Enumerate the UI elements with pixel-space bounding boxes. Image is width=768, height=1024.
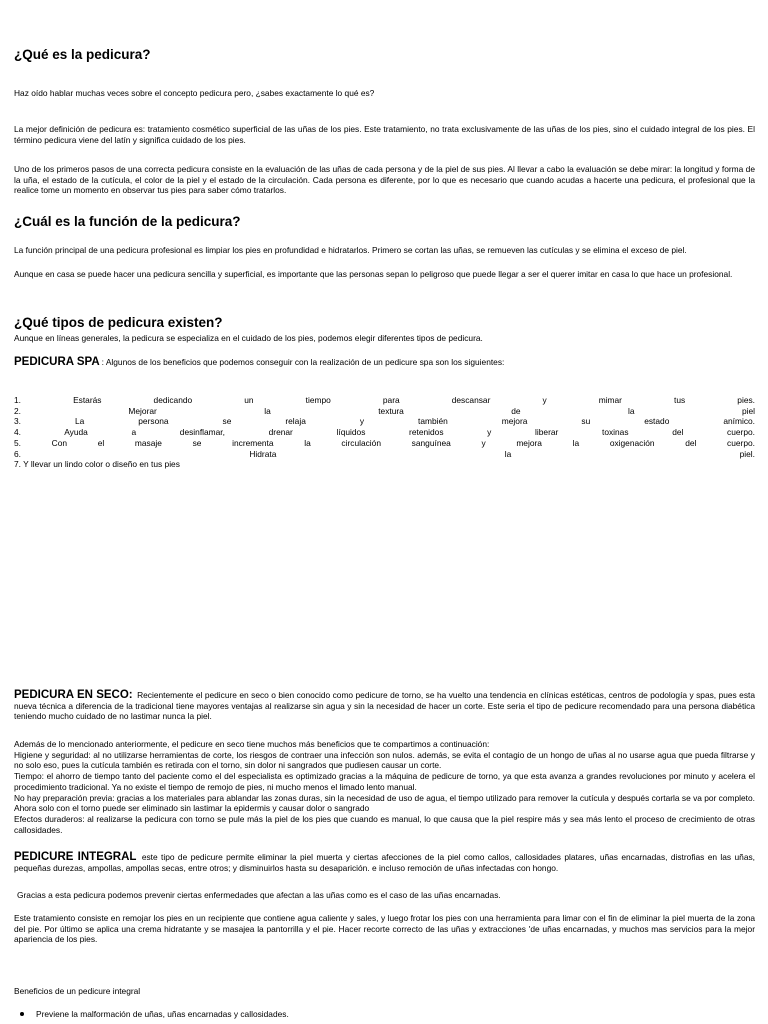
seco-lead: PEDICURA EN SECO: bbox=[14, 689, 133, 701]
integral-lead: PEDICURE INTEGRAL bbox=[14, 851, 137, 863]
spa-intro bbox=[14, 356, 755, 368]
list-item: 2. Mejorar la textura de la piel bbox=[14, 405, 755, 416]
seco-benefit-duraderos: Efectos duraderos: al realizarse la pedicura con torno se pule más la piel de los pies que cuando es manual, lo que causa que la piel respire más y sea más lento el proceso de crecimiento de otras callosidades. bbox=[14, 813, 755, 835]
seco-benefit-preparacion: No hay preparación previa: gracias a los materiales para ablandar las zonas duras, sin la necesidad de uso de agua, el tiempo utilizado para remover la cutícula y después cortarla se va por completo. Ahora solo con el torno puede ser eliminado sin lastimar la epidermis y causar dolor o sangrado bbox=[14, 792, 755, 814]
paragraph-casa: Aunque en casa se puede hacer una pedicura sencilla y superficial, es importante que las personas sepan lo peligroso que puede llegar a ser el querer imitar en casa lo que hace un profesional. bbox=[14, 269, 733, 279]
list-item: 6. Hidrata la piel. bbox=[14, 448, 755, 459]
list-item: 3. La persona se relaja y también mejora su estado anímico. bbox=[14, 416, 755, 427]
integral-tratamiento: Este tratamiento consiste en remojar los pies en un recipiente que contiene agua caliente y sales, y luego frotar los pies con una herramienta para limar con el fin de eliminar la piel muerta de la zona del pie. Por último se aplica una crema hidratante y se masajea la pantorrilla y el pie. Hacer recorte correcto de las uñas y extracciones 'de uñas encarnadas, y muchos mas servicios para la mejor apariencia de los pies. bbox=[14, 913, 755, 945]
spa-lead: PEDICURA SPA bbox=[14, 356, 100, 368]
seco-benefits bbox=[14, 739, 755, 835]
seco-benefit-higiene: Higiene y seguridad: al no utilizarse herramientas de corte, los riesgos de contraer una infección son nulos. además, se evita el contagio de un hongo de uñas al no usarse agua que pueda filtrarse y no solo eso, pues la cutícula también es retirada con el torno, sin dolor ni sangrados que pudiesen causar un corte. bbox=[14, 749, 755, 771]
paragraph-tipos: Aunque en líneas generales, la pedicura se especializa en el cuidado de los pies, podemos elegir diferentes tipos de pedicura. bbox=[14, 333, 483, 343]
spa-list bbox=[14, 395, 755, 470]
integral-benefits-title: Beneficios de un pedicure integral bbox=[14, 986, 141, 996]
heading-tipos: ¿Qué tipos de pedicura existen? bbox=[14, 315, 223, 330]
paragraph-evaluacion: Uno de los primeros pasos de una correcta pedicura consiste en la evaluación de las uñas de cada persona y de la piel de sus pies. Al llevar a cabo la evaluación se debe mirar: la longitud y forma de la uña, el estado de la cutícula, el color de la piel y el estado de la circulación. Cada persona es diferente, por lo que es necesario que cuando acudas a hacerte una pedicura, el profesional que la realice tome un momento en observar tus pies para saber cómo tratarlos. bbox=[14, 164, 755, 196]
paragraph-definicion: La mejor definición de pedicura es: tratamiento cosmético superficial de las uñas de los pies. Este tratamiento, no trata exclusivamente de las uñas de los pies, sino el cuidado integral de los pies. El término pedicura viene del latín y significa cuidado de los pies. bbox=[14, 124, 755, 145]
paragraph-funcion: La función principal de una pedicura profesional es limpiar los pies en profundidad e hidratarlos. Primero se cortan las uñas, se remueven las cutículas y se elimina el exceso de piel. bbox=[14, 245, 687, 255]
list-item: 4. Ayuda a desinflamar, drenar líquidos retenidos y liberar toxinas del cuerpo. bbox=[14, 427, 755, 438]
seco-paragraph bbox=[14, 690, 755, 722]
paragraph-intro: Haz oído hablar muchas veces sobre el concepto pedicura pero, ¿sabes exactamente lo qué es? bbox=[14, 88, 375, 98]
heading-funcion: ¿Cuál es la función de la pedicura? bbox=[14, 214, 241, 229]
integral-text: este tipo de pedicure permite eliminar la piel muerta y ciertas afecciones de la piel como callos, callosidades platares, uñas encarnadas, distrofias en las uñas, pequeñas durezas, ampollas, ampollas secas, entre otros; y disminuirlos hasta su desaparición. e incluso remoción de uñas infectadas con hongo. bbox=[14, 852, 755, 873]
integral-prevencion: Gracias a esta pedicura podemos prevenir ciertas enfermedades que afectan a las uñas como es el caso de las uñas encarnadas. bbox=[17, 890, 501, 900]
list-item: 1. Estarás dedicando un tiempo para descansar y mimar tus pies. bbox=[14, 395, 755, 405]
benefit-text: Previene la malformación de uñas, uñas encarnadas y callosidades. bbox=[36, 1009, 289, 1019]
list-item bbox=[14, 1009, 755, 1020]
list-item: 7. Y llevar un lindo color o diseño en tus pies bbox=[14, 459, 180, 470]
bullet-icon bbox=[20, 1012, 24, 1016]
heading-que-es: ¿Qué es la pedicura? bbox=[14, 47, 151, 62]
list-item: 5. Con el masaje se incrementa la circulación sanguínea y mejora la oxigenación del cuerpo. bbox=[14, 437, 755, 448]
seco-benefit-tiempo: Tiempo: el ahorro de tiempo tanto del paciente como el del especialista es optimizado gracias a la máquina de pedicure de torno, ya que esta avanza a grandes revoluciones por minuto y acelera el procedimiento tradicional. Ya no existe el tiempo de remojo de pies, ni mucho menos el limado lento manual. bbox=[14, 771, 755, 792]
integral-paragraph bbox=[14, 852, 755, 873]
seco-text: Recientemente el pedicure en seco o bien conocido como pedicure de torno, se ha vuelto una tendencia en clínicas estéticas, centros de podología y spas, pues esta nueva técnica a diferencia de la tradicional tiene mayores ventajas al realizarse sin agua y sin la necesidad de hacer un corte. Este seria el tipo de pedicure recomendado para una persona diabética teniendo mucho cuidado de no lastimar nunca la piel. bbox=[14, 690, 756, 722]
seco-benefits-intro: Además de lo mencionado anteriormente, el pedicure en seco tiene muchos más beneficios que te compartimos a continuación: bbox=[14, 739, 490, 749]
spa-text: : Algunos de los beneficios que podemos conseguir con la realización de un pedicure spa son los siguientes: bbox=[101, 357, 505, 367]
integral-benefits-list bbox=[14, 1009, 755, 1020]
